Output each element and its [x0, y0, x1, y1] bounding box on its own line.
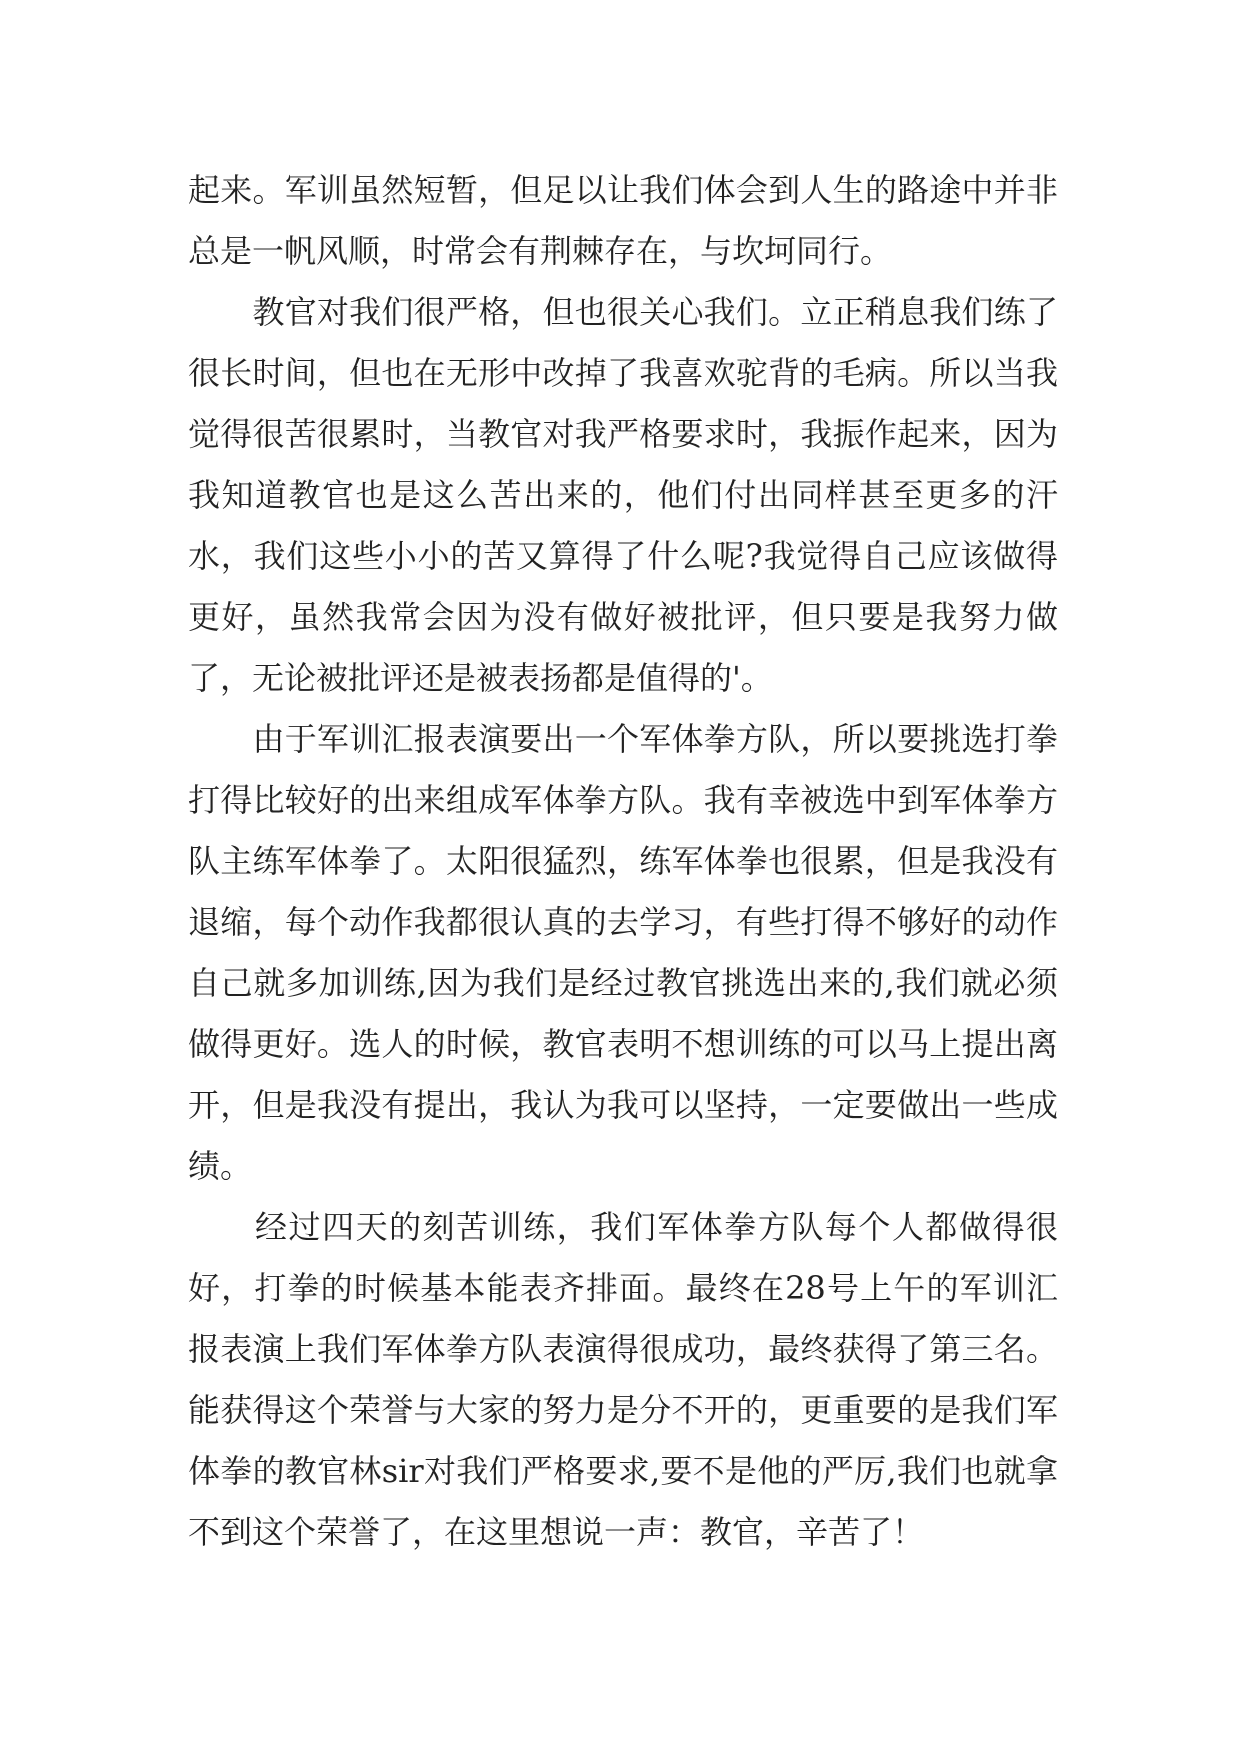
body-text: [188, 160, 1058, 1563]
paragraph-3: 由于军训汇报表演要出一个军体拳方队，所以要挑选打拳打得比较好的出来组成军体拳方队。我有幸被选中到军体拳方队主练军体拳了。太阳很猛烈，练军体拳也很累，但是我没有退缩，每个动作我都很认真的去学习，有些打得不够好的动作自己就多加训练,因为我们是经过教官挑选出来的,我们就必须做得更好。选人的时候，教官表明不想训练的可以马上提出离开，但是我没有提出，我认为我可以坚持，一定要做出一些成绩。: [188, 720, 1058, 1185]
paragraph-4: 经过四天的刻苦训练，我们军体拳方队每个人都做得很好，打拳的时候基本能表齐排面。最终在28号上午的军训汇报表演上我们军体拳方队表演得很成功，最终获得了第三名。能获得这个荣誉与大家的努力是分不开的，更重要的是我们军体拳的教官林sir对我们严格要求,要不是他的严厉,我们也就拿不到这个荣誉了，在这里想说一声：教官，辛苦了！: [188, 1208, 1058, 1551]
paragraph-1: 起来。军训虽然短暂，但足以让我们体会到人生的路途中并非总是一帆风顺，时常会有荆棘存在，与坎坷同行。: [188, 171, 1058, 270]
paragraph-2: 教官对我们很严格，但也很关心我们。立正稍息我们练了很长时间，但也在无形中改掉了我喜欢驼背的毛病。所以当我觉得很苦很累时，当教官对我严格要求时，我振作起来，因为我知道教官也是这么苦出来的，他们付出同样甚至更多的汗水，我们这些小小的苦又算得了什么呢?我觉得自己应该做得更好，虽然我常会因为没有做好被批评，但只要是我努力做了，无论被批评还是被表扬都是值得的'。: [188, 293, 1058, 697]
